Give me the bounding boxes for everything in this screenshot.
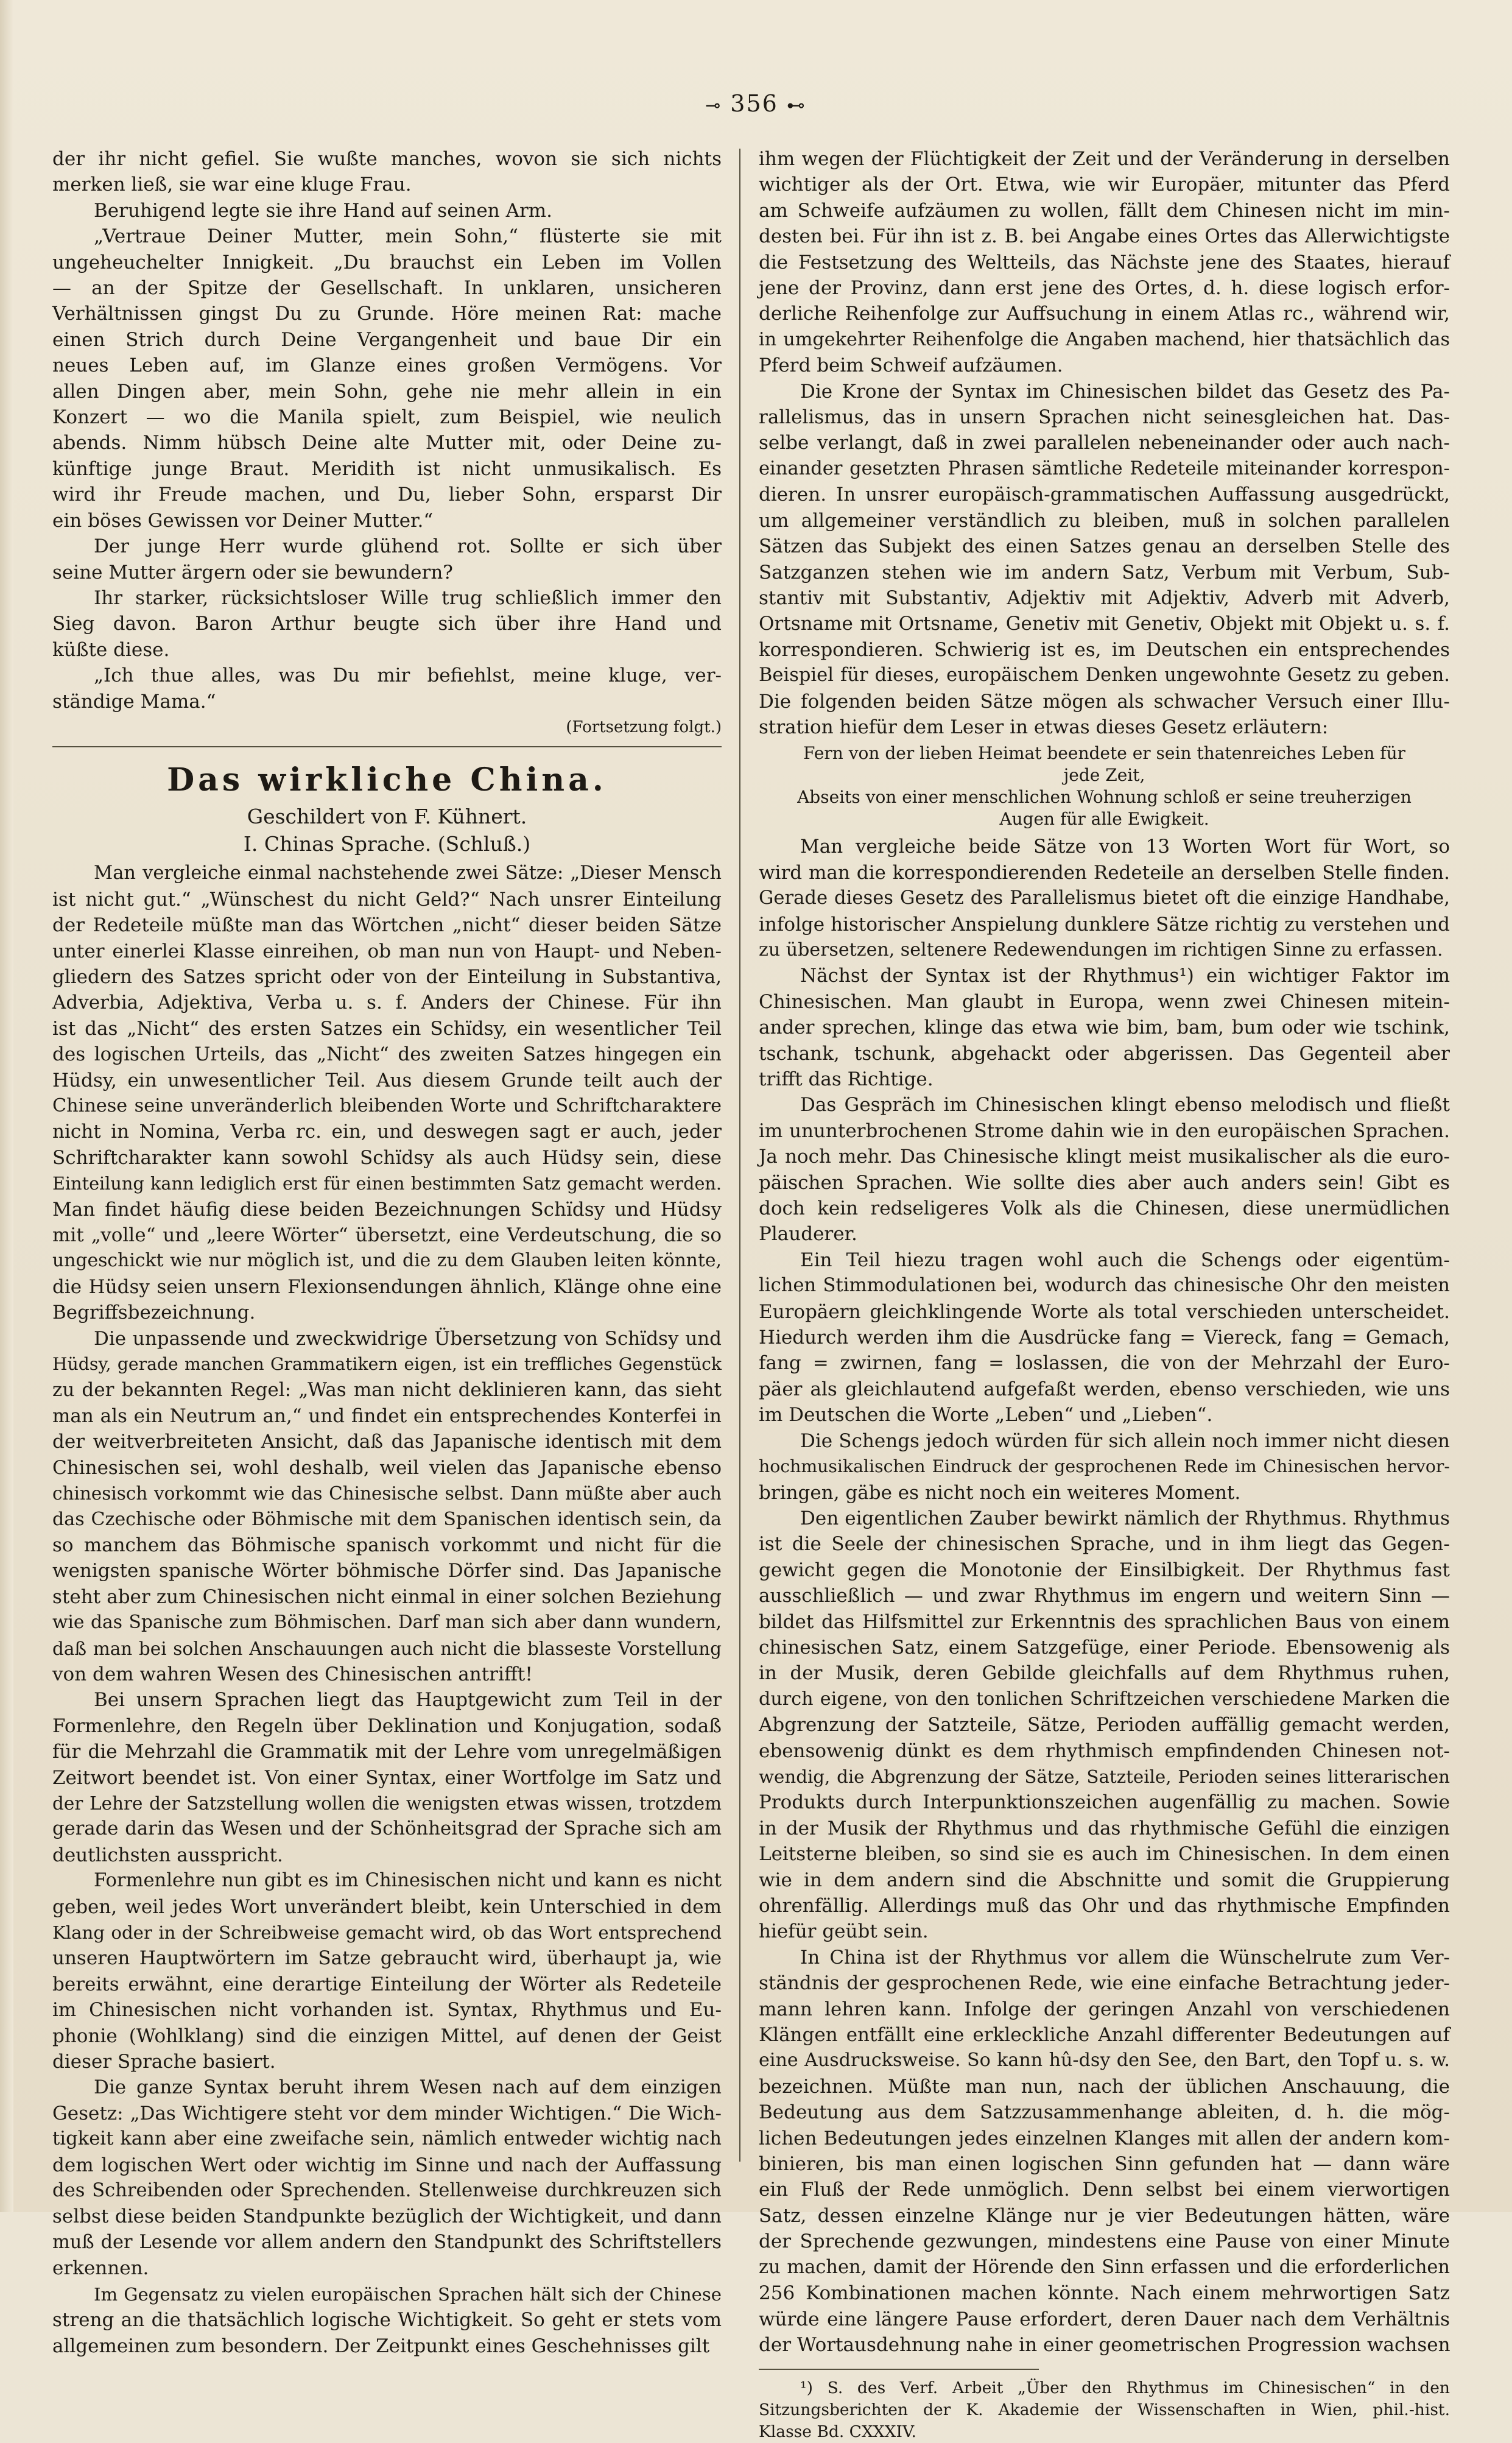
ornament-left: ⊸	[705, 95, 722, 116]
text-line: ausschließlich — und zwar Rhythmus im engern und weitern Sinn —	[759, 1585, 1450, 1607]
footnote-line: ¹) S. des Verf. Arbeit „Über den Rhythmus im Chinesischen“ in den	[800, 2378, 1450, 2398]
text-line: 256 Kombinationen machen könnte. Nach einem mehrwortigen Satz	[759, 2282, 1450, 2305]
text-line: ebensowenig dünkt es dem rhythmisch empfindenden Chinesen not-	[759, 1740, 1450, 1762]
left-column	[52, 146, 722, 2359]
text-line: Ihr starker, rücksichtsloser Wille trug schließlich immer den	[94, 587, 722, 609]
text-line: doch kein redseligeres Volk als die Chinesen, diese unermüdlichen	[759, 1197, 1450, 1220]
text-line: küßte diese.	[52, 638, 170, 661]
text-line: abends. Nimm hübsch Deine alte Mutter mit, oder Deine zu-	[52, 432, 722, 454]
footnote	[759, 2377, 1450, 2443]
text-line: das Czechische oder Böhmische mit dem Spanischen identisch sein, da	[52, 1508, 722, 1530]
text-line: ein Fluß der Rede unmöglich. Denn selbst bei einem vierwortigen	[759, 2179, 1450, 2201]
text-line: Begriffsbezeichnung.	[52, 1302, 256, 1324]
text-line: stantiv mit Substantiv, Adjektiv mit Adjektiv, Adverb mit Adverb,	[759, 587, 1450, 609]
text-line: Hiedurch werden ihm die Ausdrücke fang = Viereck, fang = Gemach,	[759, 1327, 1450, 1349]
text-line: der ihr nicht gefiel. Sie wußte manches, wovon sie sich nichts	[52, 148, 722, 170]
paragraph	[759, 146, 1450, 379]
text-line: lichen Bedeutungen jedes einzelnen Klanges mit allen der andern kom-	[759, 2127, 1450, 2149]
paragraph	[52, 224, 722, 534]
text-line: wendig, die Abgrenzung der Sätze, Satzteile, Perioden seines litterarischen	[759, 1766, 1450, 1787]
text-line: eine Ausdrucksweise. So kann hû-dsy den See, den Bart, den Topf u. s. w.	[759, 2050, 1450, 2071]
text-line: Einteilung kann lediglich erst für einen bestimmten Satz gemacht werden.	[52, 1173, 722, 1194]
text-line: bezeichnen. Müßte man nun, nach der üblichen Anschauung, die	[759, 2075, 1450, 2098]
paragraph	[759, 379, 1450, 741]
text-line: im Deutschen die Worte „Leben“ und „Lieben“.	[759, 1404, 1213, 1426]
text-line: steht aber zum Chinesischen nicht einmal in einer solchen Beziehung	[52, 1585, 722, 1608]
text-line: so manchem das Böhmische spanisch vorkommt und nicht für die	[52, 1534, 722, 1556]
text-line: Sätzen das Subjekt des einen Satzes genau an derselben Stelle des	[759, 535, 1450, 558]
text-line: Chinesischen. Man glaubt in Europa, wenn zwei Chinesen mitein-	[759, 990, 1450, 1013]
text-line: derliche Reihenfolge zur Auffsuchung in einem Atlas rc., während wir,	[759, 303, 1450, 325]
text-line: wird man die korrespondierenden Redeteile an derselben Stelle finden.	[759, 861, 1450, 884]
text-line: hiefür geübt sein.	[759, 1920, 929, 1943]
text-line: ihm wegen der Flüchtigkeit der Zeit und der Veränderung in derselben	[759, 148, 1450, 170]
text-line: deutlichsten ausspricht.	[52, 1844, 283, 1866]
text-line: mit „volle“ und „leere Wörter“ übersetzt, eine Verdeutschung, die so	[52, 1224, 722, 1247]
column-divider	[739, 149, 740, 2162]
paragraph	[52, 2282, 722, 2359]
text-line: der Lehre der Satzstellung wollen die wenigsten etwas wissen, trotzdem	[52, 1793, 722, 1814]
text-line: selbst diese beiden Standpunkte bezüglich der Wichtigkeit, und dann	[52, 2205, 722, 2228]
page-number	[634, 90, 877, 117]
paragraph	[759, 1247, 1450, 1428]
text-line: Die unpassende und zweckwidrige Übersetzung von Schïdsy und	[94, 1327, 722, 1350]
text-line: trifft das Richtige.	[759, 1068, 934, 1090]
paragraph	[52, 663, 722, 714]
text-line: päischen Sprachen. Wie sollte dies aber auch anders sein! Gibt es	[759, 1171, 1450, 1194]
text-line: phonie (Wohlklang) sind die einzigen Mittel, auf denen der Geist	[52, 2025, 722, 2047]
text-line: Satzganzen stehen wie im andern Satz, Verbum mit Verbum, Sub-	[759, 561, 1450, 583]
section-heading: I. Chinas Sprache. (Schluß.)	[243, 832, 531, 856]
text-line: durch eigene, von den tonlichen Schriftzeichen verschiedene Marken die	[759, 1688, 1450, 1710]
text-line: merken ließ, sie war eine kluge Frau.	[52, 174, 412, 196]
text-line: Schriftcharakter kann sowohl Schïdsy als auch Hüdsy sein, diese	[52, 1146, 722, 1169]
text-line: in umgekehrter Reihenfolge die Angaben machend, hier thatsächlich das	[759, 328, 1450, 350]
verse-line: Augen für alle Ewigkeit.	[999, 809, 1209, 830]
text-line: binieren, bis man einen logischen Sinn gefunden hat — dann wäre	[759, 2153, 1450, 2176]
paragraph	[52, 1687, 722, 1868]
text-line: gerade darin das Wesen und der Schönheitsgrad der Sprache sich am	[52, 1818, 722, 1840]
text-line: muß der Lesende vor allem andern den Standpunkt des Schriftstellers	[52, 2231, 722, 2253]
text-line: des logischen Urteils, das „Nicht“ des zweiten Satzes hingegen ein	[52, 1043, 722, 1066]
text-line: Beruhigend legte sie ihre Hand auf seinen Arm.	[94, 199, 553, 222]
text-line: Zeitwort beendet ist. Von einer Syntax, einer Wortfolge im Satz und	[52, 1766, 722, 1789]
text-line: Beispiel für dieses, europäischem Denken ungewohnte Gesetz zu geben.	[759, 665, 1450, 686]
continued-note: (Fortsetzung folgt.)	[566, 717, 722, 736]
paragraph	[52, 1868, 722, 2075]
article-body-right-a	[759, 146, 1450, 740]
paragraph	[759, 1092, 1450, 1247]
text-line: daß man bei solchen Anschauungen auch nicht die blasseste Vorstellung	[52, 1638, 722, 1659]
text-line: ist die Seele der chinesischen Sprache, und in ihm liegt das Gegen-	[759, 1533, 1450, 1556]
text-line: Man findet häufig diese beiden Bezeichnungen Schïdsy und Hüdsy	[52, 1198, 722, 1221]
text-line: Europäern gleichklingende Worte als total verschieden unterscheidet.	[759, 1300, 1450, 1323]
text-line: Hüdsy, gerade manchen Grammatikern eigen, ist ein treffliches Gegenstück	[52, 1354, 722, 1375]
text-line: Satz, dessen einzelne Klänge nur je vier Bedeutungen hätten, wäre	[759, 2204, 1450, 2227]
text-line: Ortsname mit Ortsname, Genetiv mit Genetiv, Objekt mit Objekt u. s. f.	[759, 613, 1450, 635]
text-line: erkennen.	[52, 2257, 149, 2280]
text-line: Ja noch mehr. Das Chinesische klingt meist musikalischer als die euro-	[759, 1146, 1450, 1168]
text-line: rallelismus, das in unsern Sprachen nicht seinesgleichen hat. Das-	[759, 406, 1450, 429]
text-line: Formenlehre nun gibt es im Chinesischen nicht und kann es nicht	[94, 1870, 722, 1892]
text-line: desten bei. Für ihn ist z. B. bei Angabe eines Ortes das Allerwichtigste	[759, 225, 1450, 248]
text-line: bereits erwähnt, eine derartige Einteilung der Wörter als Redeteile	[52, 1973, 722, 1995]
paragraph	[759, 1945, 1450, 2358]
text-line: Leitsterne bleiben, so sind sie es auch im Chinesischen. In dem einen	[759, 1843, 1450, 1866]
text-line: Sieg davon. Baron Arthur beugte sich über ihre Hand und	[52, 613, 722, 635]
paragraph	[52, 585, 722, 663]
text-line: Konzert — wo die Manila spielt, zum Beispiel, wie neulich	[52, 406, 722, 429]
text-line: allen Dingen aber, mein Sohn, gehe nie mehr allein in ein	[52, 380, 722, 403]
text-line: infolge historischer Anspielung dunklere Sätze richtig zu verstehen und	[759, 913, 1450, 936]
text-line: bringen, gäbe es nicht noch ein weiteres Moment.	[759, 1481, 1241, 1504]
text-line: einen Strich durch Deine Vergangenheit und baue Dir ein	[52, 328, 722, 351]
text-line: tschank, tschunk, abgehackt oder abgerissen. Das Gegenteil aber	[759, 1042, 1450, 1065]
text-line: Man vergleiche einmal nachstehende zwei Sätze: „Dieser Mensch	[94, 862, 722, 884]
text-line: die Hüdsy seien unsern Flexionsendungen ähnlich, Klänge ohne eine	[52, 1275, 722, 1298]
text-line: im ununterbrochenen Strome dahin wie in den europäischen Sprachen.	[759, 1119, 1450, 1142]
text-line: Produkts durch Interpunktionszeichen augenfällig zu machen. Sowie	[759, 1791, 1450, 1814]
text-line: chinesisch vorkommt wie das Chinesische selbst. Dann müßte aber auch	[52, 1483, 722, 1504]
footnote-line: Sitzungsberichten der K. Akademie der Wissenschaften in Wien, phil.-hist.	[759, 2400, 1450, 2420]
text-line: Die Schengs jedoch würden für sich allein noch immer nicht diesen	[800, 1429, 1450, 1452]
text-line: Der junge Herr wurde glühend rot. Sollte er sich über	[94, 535, 722, 558]
text-line: Klängen entfällt eine erkleckliche Anzahl differenter Bedeutungen auf	[759, 2024, 1450, 2046]
text-line: in der Musik der Rhythmus und das rhythmische Gefühl die einzigen	[759, 1817, 1450, 1839]
text-line: Plauderer.	[759, 1223, 857, 1246]
text-line: streng an die thatsächlich logische Wichtigkeit. So geht er stets vom	[52, 2309, 722, 2332]
right-column	[759, 146, 1450, 2443]
text-line: nicht in Nomina, Verba rc. ein, und deswegen sagt er auch, jeder	[52, 1121, 722, 1143]
text-line: in der Musik, deren Gebilde gleichfalls auf dem Rhythmus ruhen,	[759, 1662, 1450, 1685]
text-line: Im Gegensatz zu vielen europäischen Sprachen hält sich der Chinese	[94, 2283, 722, 2305]
paragraph	[52, 198, 722, 224]
example-verse	[759, 742, 1450, 830]
text-line: Die folgenden beiden Sätze mögen als schwacher Versuch einer Illu-	[759, 690, 1450, 713]
text-line: neues Leben auf, im Glanze eines großen Vermögens. Vor	[52, 354, 722, 377]
text-line: Klang oder in der Schreibweise gemacht wird, ob das Wort entsprechend	[52, 1922, 722, 1943]
text-line: dem logischen Wert oder wichtig im Sinne und nach der Auffassung	[52, 2154, 722, 2176]
paragraph	[759, 834, 1450, 963]
text-line: stration hiefür dem Leser in etwas dieses Gesetz erläutern:	[759, 716, 1329, 738]
text-line: zu übersetzen, seltenere Redewendungen im richtigen Sinne zu erfassen.	[759, 939, 1443, 961]
text-line: ist nicht gut.“ „Wünschest du nicht Geld?“ Nach unsrer Einteilung	[52, 888, 722, 911]
text-line: der Sprechende gezwungen, mindestens eine Pause von einer Minute	[759, 2230, 1450, 2253]
text-line: wie in dem andern sind die Abschnitte und somit die Gruppierung	[759, 1869, 1450, 1891]
text-line: dieser Sprache basiert.	[52, 2051, 276, 2073]
page-number-text: 356	[730, 90, 778, 117]
verse-line: Abseits von einer menschlichen Wohnung schloß er seine treuherzigen	[797, 787, 1412, 808]
text-line: der Redeteile müßte man das Wörtchen „nicht“ dieser beiden Sätze	[52, 914, 722, 937]
paragraph	[759, 1428, 1450, 1506]
text-line: Gesetz: „Das Wichtigere steht vor dem minder Wichtigen.“ Die Wich-	[52, 2102, 722, 2124]
text-line: Verhältnissen gingst Du zu Grunde. Höre meinen Rat: mache	[52, 303, 722, 325]
text-line: — an der Spitze der Gesellschaft. In unklaren, unsicheren	[52, 277, 722, 300]
text-line: gewicht gegen die Monotonie der Einsilbigkeit. Der Rhythmus fast	[759, 1559, 1450, 1581]
text-line: jene der Provinz, dann erst jene des Ortes, d. h. diese logisch erfor-	[759, 277, 1450, 300]
text-line: der weitverbreiteten Ansicht, daß das Japanische identisch mit dem	[52, 1431, 722, 1453]
text-line: künftige junge Braut. Meridith ist nicht unmusikalisch. Es	[52, 457, 722, 480]
text-line: unter einerlei Klasse einreihen, ob man nun von Haupt- und Neben-	[52, 940, 722, 962]
text-line: des Schreibenden oder Sprechenden. Stellenweise durchkreuzen sich	[52, 2180, 722, 2202]
text-line: Bedeutung aus dem Satzzusammenhange ableiten, d. h. die mög-	[759, 2101, 1450, 2124]
paragraph	[759, 1506, 1450, 1945]
text-line: tigkeit kann aber eine zweifache sein, nämlich entweder wichtig nach	[52, 2128, 722, 2150]
text-line: dieren. In unsrer europäisch-grammatischen Auffassung ausgedrückt,	[759, 484, 1450, 506]
text-line: geben, weil jedes Wort unverändert bleibt, kein Unterschied in dem	[52, 1895, 722, 1918]
paragraph	[759, 963, 1450, 1092]
text-line: ungeheuchelter Innigkeit. „Du brauchst ein Leben im Vollen	[52, 251, 722, 273]
text-line: Den eigentlichen Zauber bewirkt nämlich der Rhythmus. Rhythmus	[800, 1507, 1450, 1529]
text-line: päer als gleichlautend aufgefaßt werden, ebenso verschieden, wie uns	[759, 1378, 1450, 1400]
text-line: der Wortausdehnung nahe in einer geometrischen Progression wachsen	[759, 2333, 1450, 2356]
text-line: Abgrenzung der Satzteile, Sätze, Perioden auffällig gemacht werden,	[759, 1714, 1450, 1736]
text-line: Bei unsern Sprachen liegt das Hauptgewicht zum Teil in der	[94, 1689, 722, 1712]
article-byline: Geschildert von F. Kühnert.	[247, 805, 527, 829]
text-line: Adverbia, Adjektiva, Verba u. s. f. Anders der Chinese. Für ihn	[52, 992, 722, 1014]
page-edge-shadow	[0, 0, 13, 2212]
ornament-right: ⊷	[786, 95, 806, 116]
text-line: für die Mehrzahl die Grammatik mit der Lehre vom unregelmäßigen	[52, 1741, 722, 1763]
text-line: Ein Teil hiezu tragen wohl auch die Schengs oder eigentüm-	[800, 1249, 1450, 1271]
paragraph	[52, 861, 722, 1325]
text-line: wichtiger als der Ort. Etwa, wie wir Europäer, mitunter das Pferd	[759, 174, 1450, 196]
text-line: ander sprechen, klinge das etwa wie bim, bam, bum oder wie tschink,	[759, 1017, 1450, 1039]
footnote-separator	[759, 2369, 1039, 2370]
text-line: fang = zwirnen, fang = loslassen, die von der Mehrzahl der Euro-	[759, 1352, 1450, 1375]
text-line: die Festsetzung des Weltteils, das Nächste jene des Staates, hierauf	[759, 251, 1450, 273]
text-line: ständnis der gesprochenen Rede, wie eine einfache Betrachtung jeder-	[759, 1972, 1450, 1995]
serial-story	[52, 146, 722, 714]
text-line: am Schweife aufzäumen zu wollen, fällt dem Chinesen nicht im min-	[759, 199, 1450, 222]
text-line: zu der bekannten Regel: „Was man nicht deklinieren kann, das sieht	[52, 1379, 722, 1401]
text-line: chinesischen Satz, einem Satzgefüge, einer Periode. Ebensowenig als	[759, 1636, 1450, 1659]
text-line: „Ich thue alles, was Du mir befiehlst, meine kluge, ver-	[94, 665, 722, 687]
verse-line: Fern von der lieben Heimat beendete er sein thatenreiches Leben für	[803, 743, 1406, 764]
text-line: zu machen, damit der Hörende den Sinn erfassen und die erforderlichen	[759, 2256, 1450, 2278]
article-body-left	[52, 861, 722, 2359]
paragraph	[52, 534, 722, 585]
text-line: selbe verlangt, daß in zwei parallelen nebeneinander oder auch nach-	[759, 432, 1450, 454]
text-line: einander gesetzten Phrasen sämtliche Redeteile miteinander korrespon-	[759, 457, 1450, 479]
text-line: ungeschickt wie nur möglich ist, und die zu dem Glauben leiten könnte,	[52, 1250, 722, 1272]
text-line: wenigsten spanische Wörter böhmische Dörfer sind. Das Japanische	[52, 1560, 722, 1582]
text-line: wie das Spanische zum Böhmischen. Darf man sich aber dann wundern,	[52, 1612, 722, 1634]
text-line: Hüdsy, ein unwesentlicher Teil. Aus diesem Grunde teilt auch der	[52, 1069, 722, 1091]
text-line: ohrenfällig. Allerdings muß das Ohr und das rhythmische Empfinden	[759, 1895, 1450, 1917]
article-body-right-b	[759, 834, 1450, 2358]
text-line: gliedern des Satzes spricht oder von der Einteilung in Substantiva,	[52, 965, 722, 988]
text-line: Man vergleiche beide Sätze von 13 Worten Wort für Wort, so	[800, 836, 1450, 858]
text-line: Formenlehre, den Regeln über Deklination und Konjugation, sodaß	[52, 1715, 722, 1737]
text-line: hochmusikalischen Eindruck der gesprochenen Rede im Chinesischen hervor-	[759, 1456, 1450, 1477]
verse-line: jede Zeit,	[1063, 765, 1145, 786]
text-line: Nächst der Syntax ist der Rhythmus¹) ein wichtiger Faktor im	[800, 965, 1450, 987]
text-line: ständige Mama.“	[52, 690, 216, 713]
article-separator	[52, 746, 722, 747]
paragraph	[52, 1326, 722, 1688]
text-line: In China ist der Rhythmus vor allem die Wünschelrute zum Ver-	[800, 1946, 1450, 1969]
text-line: von dem wahren Wesen des Chinesischen antrifft!	[52, 1663, 533, 1685]
text-line: Die Krone der Syntax im Chinesischen bildet das Gesetz des Pa-	[800, 380, 1450, 403]
text-line: Das Gespräch im Chinesischen klingt ebenso melodisch und fließt	[800, 1094, 1450, 1116]
text-line: Die ganze Syntax beruht ihrem Wesen nach auf dem einzigen	[94, 2076, 722, 2099]
text-line: Chinese seine unveränderlich bleibenden Worte und Schriftcharaktere	[52, 1095, 722, 1116]
text-line: Chinesischen sei, wohl deshalb, weil vielen das Japanische ebenso	[52, 1456, 722, 1479]
text-line: lichen Stimmodulationen bei, wodurch das chinesische Ohr den meisten	[759, 1275, 1450, 1297]
text-line: unseren Hauptwörtern im Satze gebraucht wird, überhaupt ja, wie	[52, 1947, 722, 1970]
text-line: ist das „Nicht“ des ersten Satzes ein Schïdsy, ein wesentlicher Teil	[52, 1017, 722, 1040]
text-line: bildet das Hilfsmittel zur Erkenntnis des sprachlichen Baus von einem	[759, 1610, 1450, 1633]
text-line: seine Mutter ärgern oder sie bewundern?	[52, 561, 453, 583]
text-line: wird ihr Freude machen, und Du, lieber Sohn, ersparst Dir	[52, 484, 722, 506]
footnote-line: Klasse Bd. CXXXIV.	[759, 2422, 916, 2442]
text-line: allgemeinen zum besondern. Der Zeitpunkt eines Geschehnisses gilt	[52, 2335, 710, 2357]
text-line: ein böses Gewissen vor Deiner Mutter.“	[52, 509, 434, 532]
text-line: Gerade dieses Gesetz des Parallelismus bietet oft die einzige Handhabe,	[759, 887, 1450, 909]
text-line: man als ein Neutrum an,“ und findet ein entsprechendes Konterfei in	[52, 1405, 722, 1427]
text-line: „Vertraue Deiner Mutter, mein Sohn,“ flüsterte sie mit	[94, 225, 722, 248]
text-line: würde eine längere Pause erfordert, deren Dauer nach dem Verhältnis	[759, 2308, 1450, 2330]
text-line: Pferd beim Schweif aufzäumen.	[759, 354, 1063, 377]
text-line: korrespondieren. Schwierig ist es, im Deutschen ein entsprechendes	[759, 638, 1450, 661]
article-title: Das wirkliche China.	[167, 761, 607, 799]
text-line: im Chinesischen nicht vorhanden ist. Syntax, Rhythmus und Eu-	[52, 1999, 722, 2022]
paragraph	[52, 2075, 722, 2281]
text-line: um allgemeiner verständlich zu bleiben, muß in solchen parallelen	[759, 509, 1450, 532]
paragraph	[52, 146, 722, 198]
text-line: mann lehren kann. Infolge der geringen Anzahl von verschiedenen	[759, 1998, 1450, 2020]
